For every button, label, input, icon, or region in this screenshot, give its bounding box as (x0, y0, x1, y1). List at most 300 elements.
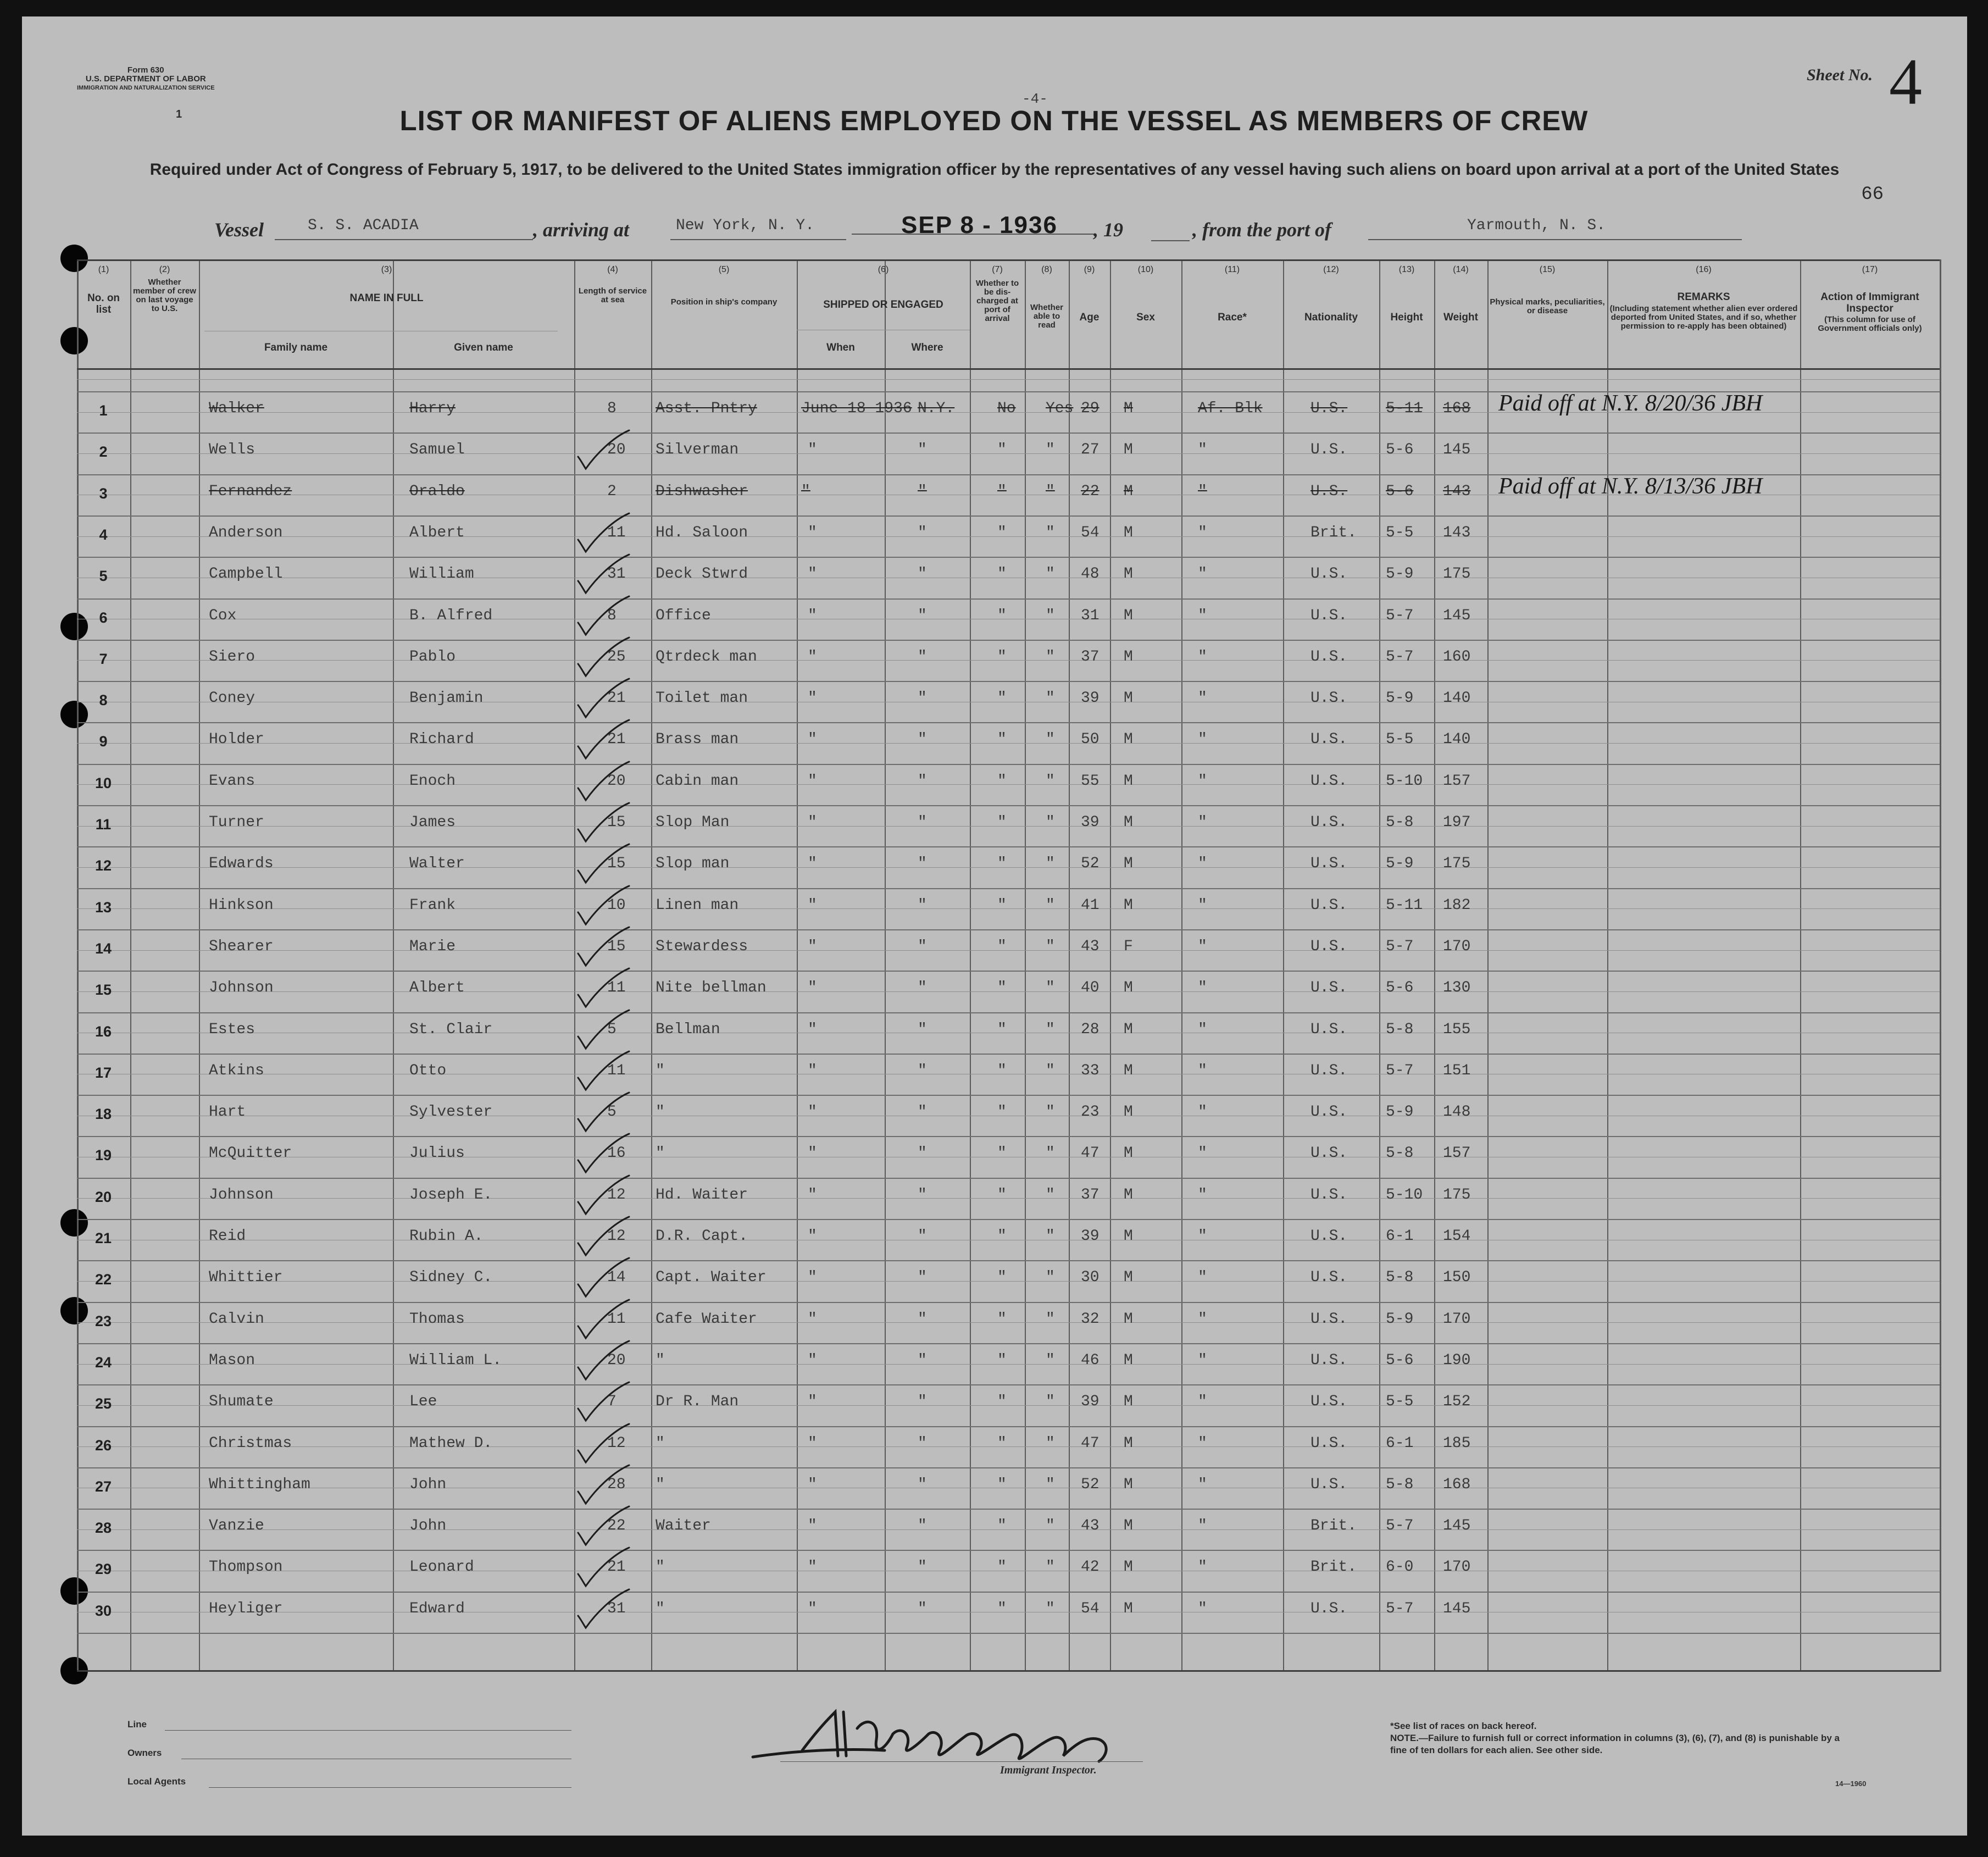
nationality-cell: U.S. (1310, 648, 1348, 666)
column-number: (14) (1453, 265, 1469, 274)
shipped-where-cell: " (918, 1517, 927, 1534)
row-number: 13 (95, 899, 112, 916)
row-number: 11 (95, 816, 112, 833)
column-number: (3) (381, 265, 392, 274)
shipped-when-cell: " (808, 1393, 817, 1410)
local-agents-field (209, 1787, 571, 1788)
row-number: 27 (95, 1478, 112, 1495)
race-cell: " (1198, 1104, 1207, 1121)
discharged-cell: " (997, 1104, 1007, 1121)
shipped-when-cell: " (808, 1145, 817, 1162)
nationality-cell: U.S. (1310, 690, 1348, 707)
row-rule (77, 764, 1940, 765)
age-cell: 23 (1081, 1104, 1099, 1121)
given-name-cell: Enoch (409, 773, 456, 790)
shipped-when-cell: " (808, 855, 817, 872)
header-length-service: Length of service at sea (578, 286, 647, 304)
column-rule (797, 259, 798, 1672)
nationality-cell: U.S. (1310, 1476, 1348, 1493)
shipped-where-cell: " (918, 1559, 927, 1576)
row-half-rule (77, 1446, 1940, 1447)
age-cell: 52 (1081, 855, 1099, 872)
weight-cell: 190 (1443, 1352, 1471, 1369)
column-rule (1800, 259, 1801, 1672)
shipped-where-cell: " (918, 1476, 927, 1493)
race-cell: " (1198, 1600, 1207, 1617)
age-cell: 52 (1081, 1476, 1099, 1493)
row-number: 21 (95, 1230, 112, 1246)
races-note: *See list of races on back hereof. (1390, 1721, 1537, 1731)
height-cell: 5-9 (1386, 1104, 1414, 1121)
sex-cell: M (1124, 1352, 1133, 1369)
shipped-where-cell: " (918, 1145, 927, 1162)
nationality-cell: U.S. (1310, 566, 1348, 583)
family-name-cell: Turner (209, 814, 264, 831)
family-name-cell: Edwards (209, 855, 274, 872)
age-cell: 43 (1081, 938, 1099, 955)
able-to-read-cell: " (1046, 1228, 1055, 1245)
length-of-service-cell: 25 (607, 648, 626, 666)
row-half-rule (77, 1198, 1940, 1199)
length-of-service-cell: 5 (607, 1021, 617, 1038)
year-field (1151, 217, 1190, 241)
sequence-number: 66 (1861, 184, 1884, 205)
check-mark (571, 1091, 632, 1135)
position-cell: " (656, 1062, 665, 1079)
able-to-read-cell: " (1046, 855, 1055, 872)
length-of-service-cell: 22 (607, 1517, 626, 1534)
shipped-when-cell: " (808, 566, 817, 583)
able-to-read-cell: " (1046, 690, 1055, 707)
race-cell: " (1198, 690, 1207, 707)
age-cell: 28 (1081, 1021, 1099, 1038)
header-action-sub: (This column for use of Government officials only) (1818, 315, 1922, 333)
able-to-read-cell: " (1046, 773, 1055, 790)
discharged-cell: " (997, 897, 1007, 914)
row-rule (77, 888, 1940, 889)
row-half-rule (77, 908, 1940, 909)
height-cell: 5-8 (1386, 814, 1414, 831)
sex-cell: M (1124, 1393, 1133, 1410)
row-half-rule (77, 743, 1940, 744)
column-rule (970, 259, 971, 1672)
discharged-cell: " (997, 607, 1007, 624)
row-number: 1 (99, 402, 108, 419)
print-code: 14—1960 (1835, 1780, 1867, 1788)
age-cell: 48 (1081, 566, 1099, 583)
column-number: (11) (1224, 265, 1240, 274)
height-cell: 6-0 (1386, 1559, 1414, 1576)
row-number: 5 (99, 568, 108, 584)
row-number: 2 (99, 444, 108, 460)
column-number: (6) (878, 265, 889, 274)
given-name-cell: Benjamin (409, 690, 484, 707)
header-where: Where (911, 342, 943, 353)
nationality-cell: U.S. (1310, 1104, 1348, 1121)
weight-cell: 182 (1443, 897, 1471, 914)
height-cell: 5-6 (1386, 441, 1414, 458)
row-number: 6 (99, 609, 108, 626)
given-name-cell: Harry (409, 400, 456, 417)
row-number: 9 (99, 733, 108, 750)
header-bottom-rule (77, 368, 1940, 370)
shipped-where-cell: " (918, 897, 927, 914)
height-cell: 5-5 (1386, 731, 1414, 748)
family-name-cell: Fernandez (209, 483, 292, 500)
row-rule (77, 971, 1940, 972)
discharged-cell: No (997, 400, 1016, 417)
given-name-cell: Rubin A. (409, 1228, 484, 1245)
able-to-read-cell: " (1046, 1187, 1055, 1204)
nationality-cell: U.S. (1310, 1435, 1348, 1452)
owners-label: Owners (127, 1748, 162, 1758)
sex-cell: M (1124, 1311, 1133, 1328)
column-rule (1940, 259, 1941, 1672)
weight-cell: 168 (1443, 1476, 1471, 1493)
length-of-service-cell: 5 (607, 1104, 617, 1121)
penalty-note: NOTE.—Failure to furnish full or correct information in columns (3), (6), (7), and (8) is punishable by a fine of ten dollars for each alien. See other side. (1390, 1733, 1840, 1755)
shipped-where-cell: " (918, 607, 927, 624)
family-name-cell: Mason (209, 1352, 256, 1369)
check-mark (571, 1464, 632, 1508)
able-to-read-cell: " (1046, 938, 1055, 955)
discharged-cell: " (997, 1021, 1007, 1038)
shipped-when-cell: " (808, 1311, 817, 1328)
sex-cell: M (1124, 1104, 1133, 1121)
department-name: U.S. DEPARTMENT OF LABOR (85, 74, 206, 84)
weight-cell: 197 (1443, 814, 1471, 831)
weight-cell: 150 (1443, 1269, 1471, 1286)
column-number: (15) (1539, 265, 1556, 274)
position-cell: Brass man (656, 731, 739, 748)
height-cell: 5-9 (1386, 1311, 1414, 1328)
row-number: 19 (95, 1147, 112, 1163)
sex-cell: M (1124, 814, 1133, 831)
position-cell: Dr R. Man (656, 1393, 739, 1410)
given-name-cell: St. Clair (409, 1021, 493, 1038)
row-rule (77, 1054, 1940, 1055)
given-name-cell: Thomas (409, 1311, 465, 1328)
check-mark (571, 1133, 632, 1177)
able-to-read-cell: " (1046, 1517, 1055, 1534)
weight-cell: 140 (1443, 690, 1471, 707)
weight-cell: 157 (1443, 773, 1471, 790)
age-cell: 42 (1081, 1559, 1099, 1576)
row-rule (77, 1095, 1940, 1096)
column-number: (10) (1137, 265, 1154, 274)
sex-cell: M (1124, 1228, 1133, 1245)
able-to-read-cell: " (1046, 483, 1055, 500)
shipped-when-cell: " (808, 1352, 817, 1369)
check-mark (571, 1174, 632, 1218)
able-to-read-cell: " (1046, 814, 1055, 831)
shipped-when-cell: " (808, 731, 817, 748)
check-mark (571, 1050, 632, 1094)
row-half-rule (77, 867, 1940, 868)
age-cell: 32 (1081, 1311, 1099, 1328)
shipped-when-cell: " (808, 1559, 817, 1576)
weight-cell: 145 (1443, 1600, 1471, 1617)
shipped-when-cell: " (808, 1517, 817, 1534)
discharged-cell: " (997, 1187, 1007, 1204)
column-rule (1434, 259, 1435, 1672)
row-half-rule (77, 536, 1940, 537)
column-rule (1069, 259, 1070, 1672)
nationality-cell: U.S. (1310, 731, 1348, 748)
length-of-service-cell: 31 (607, 566, 626, 583)
given-name-cell: Sylvester (409, 1104, 493, 1121)
column-rule (1487, 259, 1489, 1672)
nationality-cell: U.S. (1310, 441, 1348, 458)
length-of-service-cell: 11 (607, 524, 626, 541)
nationality-cell: U.S. (1310, 1600, 1348, 1617)
sex-cell: M (1124, 1435, 1133, 1452)
form-identifier (77, 65, 215, 120)
position-cell: Linen man (656, 897, 739, 914)
row-half-rule (77, 660, 1940, 661)
check-mark (571, 885, 632, 929)
able-to-read-cell: Yes (1046, 400, 1074, 417)
row-number: 3 (99, 485, 108, 502)
position-cell: Cafe Waiter (656, 1311, 757, 1328)
weight-cell: 140 (1443, 731, 1471, 748)
age-cell: 37 (1081, 1187, 1099, 1204)
sex-cell: M (1124, 1517, 1133, 1534)
check-mark (571, 429, 632, 473)
row-rule (77, 1343, 1940, 1344)
race-cell: " (1198, 1021, 1207, 1038)
given-name-cell: Pablo (409, 648, 456, 666)
height-cell: 5-6 (1386, 483, 1414, 500)
height-cell: 6-1 (1386, 1228, 1414, 1245)
race-cell: " (1198, 979, 1207, 996)
discharged-cell: " (997, 1517, 1007, 1534)
row-half-rule (77, 991, 1940, 992)
given-name-cell: B. Alfred (409, 607, 493, 624)
family-name-cell: Estes (209, 1021, 256, 1038)
column-number: (5) (718, 265, 730, 274)
height-cell: 5-7 (1386, 938, 1414, 955)
discharged-cell: " (997, 1311, 1007, 1328)
header-when: When (826, 342, 855, 353)
discharged-cell: " (997, 731, 1007, 748)
height-cell: 5-5 (1386, 1393, 1414, 1410)
given-name-cell: Leonard (409, 1559, 474, 1576)
able-to-read-cell: " (1046, 1476, 1055, 1493)
check-mark (571, 843, 632, 887)
year-label: , 19 (1093, 219, 1123, 241)
length-of-service-cell: 31 (607, 1600, 626, 1617)
height-cell: 5-11 (1386, 897, 1423, 914)
position-cell: Cabin man (656, 773, 739, 790)
weight-cell: 143 (1443, 483, 1471, 500)
weight-cell: 145 (1443, 1517, 1471, 1534)
nationality-cell: U.S. (1310, 1187, 1348, 1204)
position-cell: Waiter (656, 1517, 711, 1534)
given-name-cell: Lee (409, 1393, 437, 1410)
height-cell: 5-6 (1386, 979, 1414, 996)
nationality-cell: U.S. (1310, 897, 1348, 914)
family-name-cell: Hart (209, 1104, 246, 1121)
column-number: (2) (159, 265, 170, 274)
family-name-cell: Heyliger (209, 1600, 283, 1617)
given-name-cell: Joseph E. (409, 1187, 493, 1204)
header-remarks: REMARKS (1677, 291, 1730, 303)
check-mark (571, 967, 632, 1011)
length-of-service-cell: 12 (607, 1187, 626, 1204)
height-cell: 5-7 (1386, 1600, 1414, 1617)
sex-cell: M (1124, 690, 1133, 707)
sex-cell: M (1124, 566, 1133, 583)
row-number: 14 (95, 940, 112, 957)
nationality-cell: U.S. (1310, 607, 1348, 624)
race-cell: " (1198, 773, 1207, 790)
column-number: (13) (1398, 265, 1415, 274)
height-cell: 5-6 (1386, 1352, 1414, 1369)
discharged-cell: " (997, 814, 1007, 831)
position-cell: Slop Man (656, 814, 730, 831)
row-number: 28 (95, 1520, 112, 1536)
nationality-cell: Brit. (1310, 1559, 1357, 1576)
column-rule (1181, 259, 1182, 1672)
race-cell: " (1198, 1476, 1207, 1493)
given-name-cell: Albert (409, 524, 465, 541)
position-cell: Deck Stwrd (656, 566, 748, 583)
table-bottom-rule (77, 1670, 1940, 1672)
local-agents-label: Local Agents (127, 1776, 186, 1787)
shipped-when-cell: " (808, 1021, 817, 1038)
family-name-cell: Johnson (209, 979, 274, 996)
given-name-cell: James (409, 814, 456, 831)
shipped-where-cell: " (918, 1269, 927, 1286)
weight-cell: 175 (1443, 566, 1471, 583)
race-cell: " (1198, 524, 1207, 541)
length-of-service-cell: 12 (607, 1228, 626, 1245)
page-title: LIST OR MANIFEST OF ALIENS EMPLOYED ON THE VESSEL AS MEMBERS OF CREW (399, 105, 1589, 136)
discharged-cell: " (997, 1600, 1007, 1617)
age-cell: 39 (1081, 1393, 1099, 1410)
shipped-when-cell: " (808, 897, 817, 914)
family-name-cell: Evans (209, 773, 256, 790)
length-of-service-cell: 21 (607, 731, 626, 748)
column-number: (8) (1041, 265, 1052, 274)
sex-cell: M (1124, 1021, 1133, 1038)
page-subtitle: Required under Act of Congress of February 5, 1917, to be delivered to the United States immigration officer by the representatives of any vessel having such aliens on board upon arrival at a port of the United States (149, 160, 1840, 179)
row-number: 20 (95, 1189, 112, 1205)
shipped-when-cell: " (808, 1228, 817, 1245)
length-of-service-cell: 8 (607, 607, 617, 624)
race-cell: " (1198, 1311, 1207, 1328)
position-cell: Qtrdeck man (656, 648, 757, 666)
shipped-where-cell: " (918, 1228, 927, 1245)
shipped-when-cell: " (808, 1104, 817, 1121)
height-cell: 5-7 (1386, 648, 1414, 666)
header-given-name: Given name (454, 342, 513, 353)
sheet-number-label: Sheet No. (1807, 66, 1873, 84)
able-to-read-cell: " (1046, 1021, 1055, 1038)
race-cell: " (1198, 1435, 1207, 1452)
nationality-cell: U.S. (1310, 1269, 1348, 1286)
sex-cell: M (1124, 441, 1133, 458)
shipped-where-cell: " (918, 566, 927, 583)
from-port: Yarmouth, N. S. (1368, 217, 1742, 240)
check-mark (571, 802, 632, 846)
row-rule (77, 929, 1940, 930)
nationality-cell: U.S. (1310, 979, 1348, 996)
position-cell: Stewardess (656, 938, 748, 955)
form-number: Form 630 (127, 65, 164, 75)
row-number: 17 (95, 1065, 112, 1081)
length-of-service-cell: 20 (607, 773, 626, 790)
row-rule (77, 681, 1940, 682)
shipped-when-cell: " (808, 1435, 817, 1452)
shipped-where-cell: " (918, 1062, 927, 1079)
height-cell: 5-9 (1386, 566, 1414, 583)
header-no-on-list: No. on list (87, 292, 120, 315)
discharged-cell: " (997, 1145, 1007, 1162)
discharged-cell: " (997, 938, 1007, 955)
age-cell: 41 (1081, 897, 1099, 914)
discharged-cell: " (997, 1559, 1007, 1576)
length-of-service-cell: 7 (607, 1393, 617, 1410)
weight-cell: 175 (1443, 855, 1471, 872)
nationality-cell: U.S. (1310, 1062, 1348, 1079)
check-mark (571, 926, 632, 970)
height-cell: 5-5 (1386, 524, 1414, 541)
age-cell: 33 (1081, 1062, 1099, 1079)
row-rule (77, 805, 1940, 806)
header-height: Height (1390, 312, 1423, 323)
nationality-cell: U.S. (1310, 483, 1348, 500)
nationality-cell: U.S. (1310, 814, 1348, 831)
given-name-cell: Otto (409, 1062, 447, 1079)
height-cell: 5-10 (1386, 773, 1423, 790)
length-of-service-cell: 8 (607, 400, 617, 417)
weight-cell: 185 (1443, 1435, 1471, 1452)
check-mark (571, 1340, 632, 1384)
discharged-cell: " (997, 1269, 1007, 1286)
position-cell: D.R. Capt. (656, 1228, 748, 1245)
given-name-cell: Sidney C. (409, 1269, 493, 1286)
height-cell: 5-8 (1386, 1021, 1414, 1038)
height-cell: 5-8 (1386, 1145, 1414, 1162)
nationality-cell: U.S. (1310, 1393, 1348, 1410)
age-cell: 37 (1081, 648, 1099, 666)
row-rule (77, 846, 1940, 847)
line-field (165, 1730, 571, 1731)
able-to-read-cell: " (1046, 1435, 1055, 1452)
given-name-cell: Samuel (409, 441, 465, 458)
family-name-cell: Shumate (209, 1393, 274, 1410)
weight-cell: 170 (1443, 938, 1471, 955)
row-number: 18 (95, 1106, 112, 1122)
length-of-service-cell: 15 (607, 814, 626, 831)
length-of-service-cell: 2 (607, 483, 617, 500)
shipped-when-cell: " (808, 1600, 817, 1617)
header-age: Age (1079, 312, 1099, 323)
row-rule (77, 515, 1940, 517)
position-cell: " (656, 1559, 665, 1576)
age-cell: 22 (1081, 483, 1099, 500)
shipped-where-cell: " (918, 814, 927, 831)
age-cell: 47 (1081, 1435, 1099, 1452)
check-mark (571, 1257, 632, 1301)
age-cell: 50 (1081, 731, 1099, 748)
check-mark (571, 1216, 632, 1260)
nationality-cell: U.S. (1310, 773, 1348, 790)
shipped-where-cell: " (918, 1104, 927, 1121)
able-to-read-cell: " (1046, 731, 1055, 748)
